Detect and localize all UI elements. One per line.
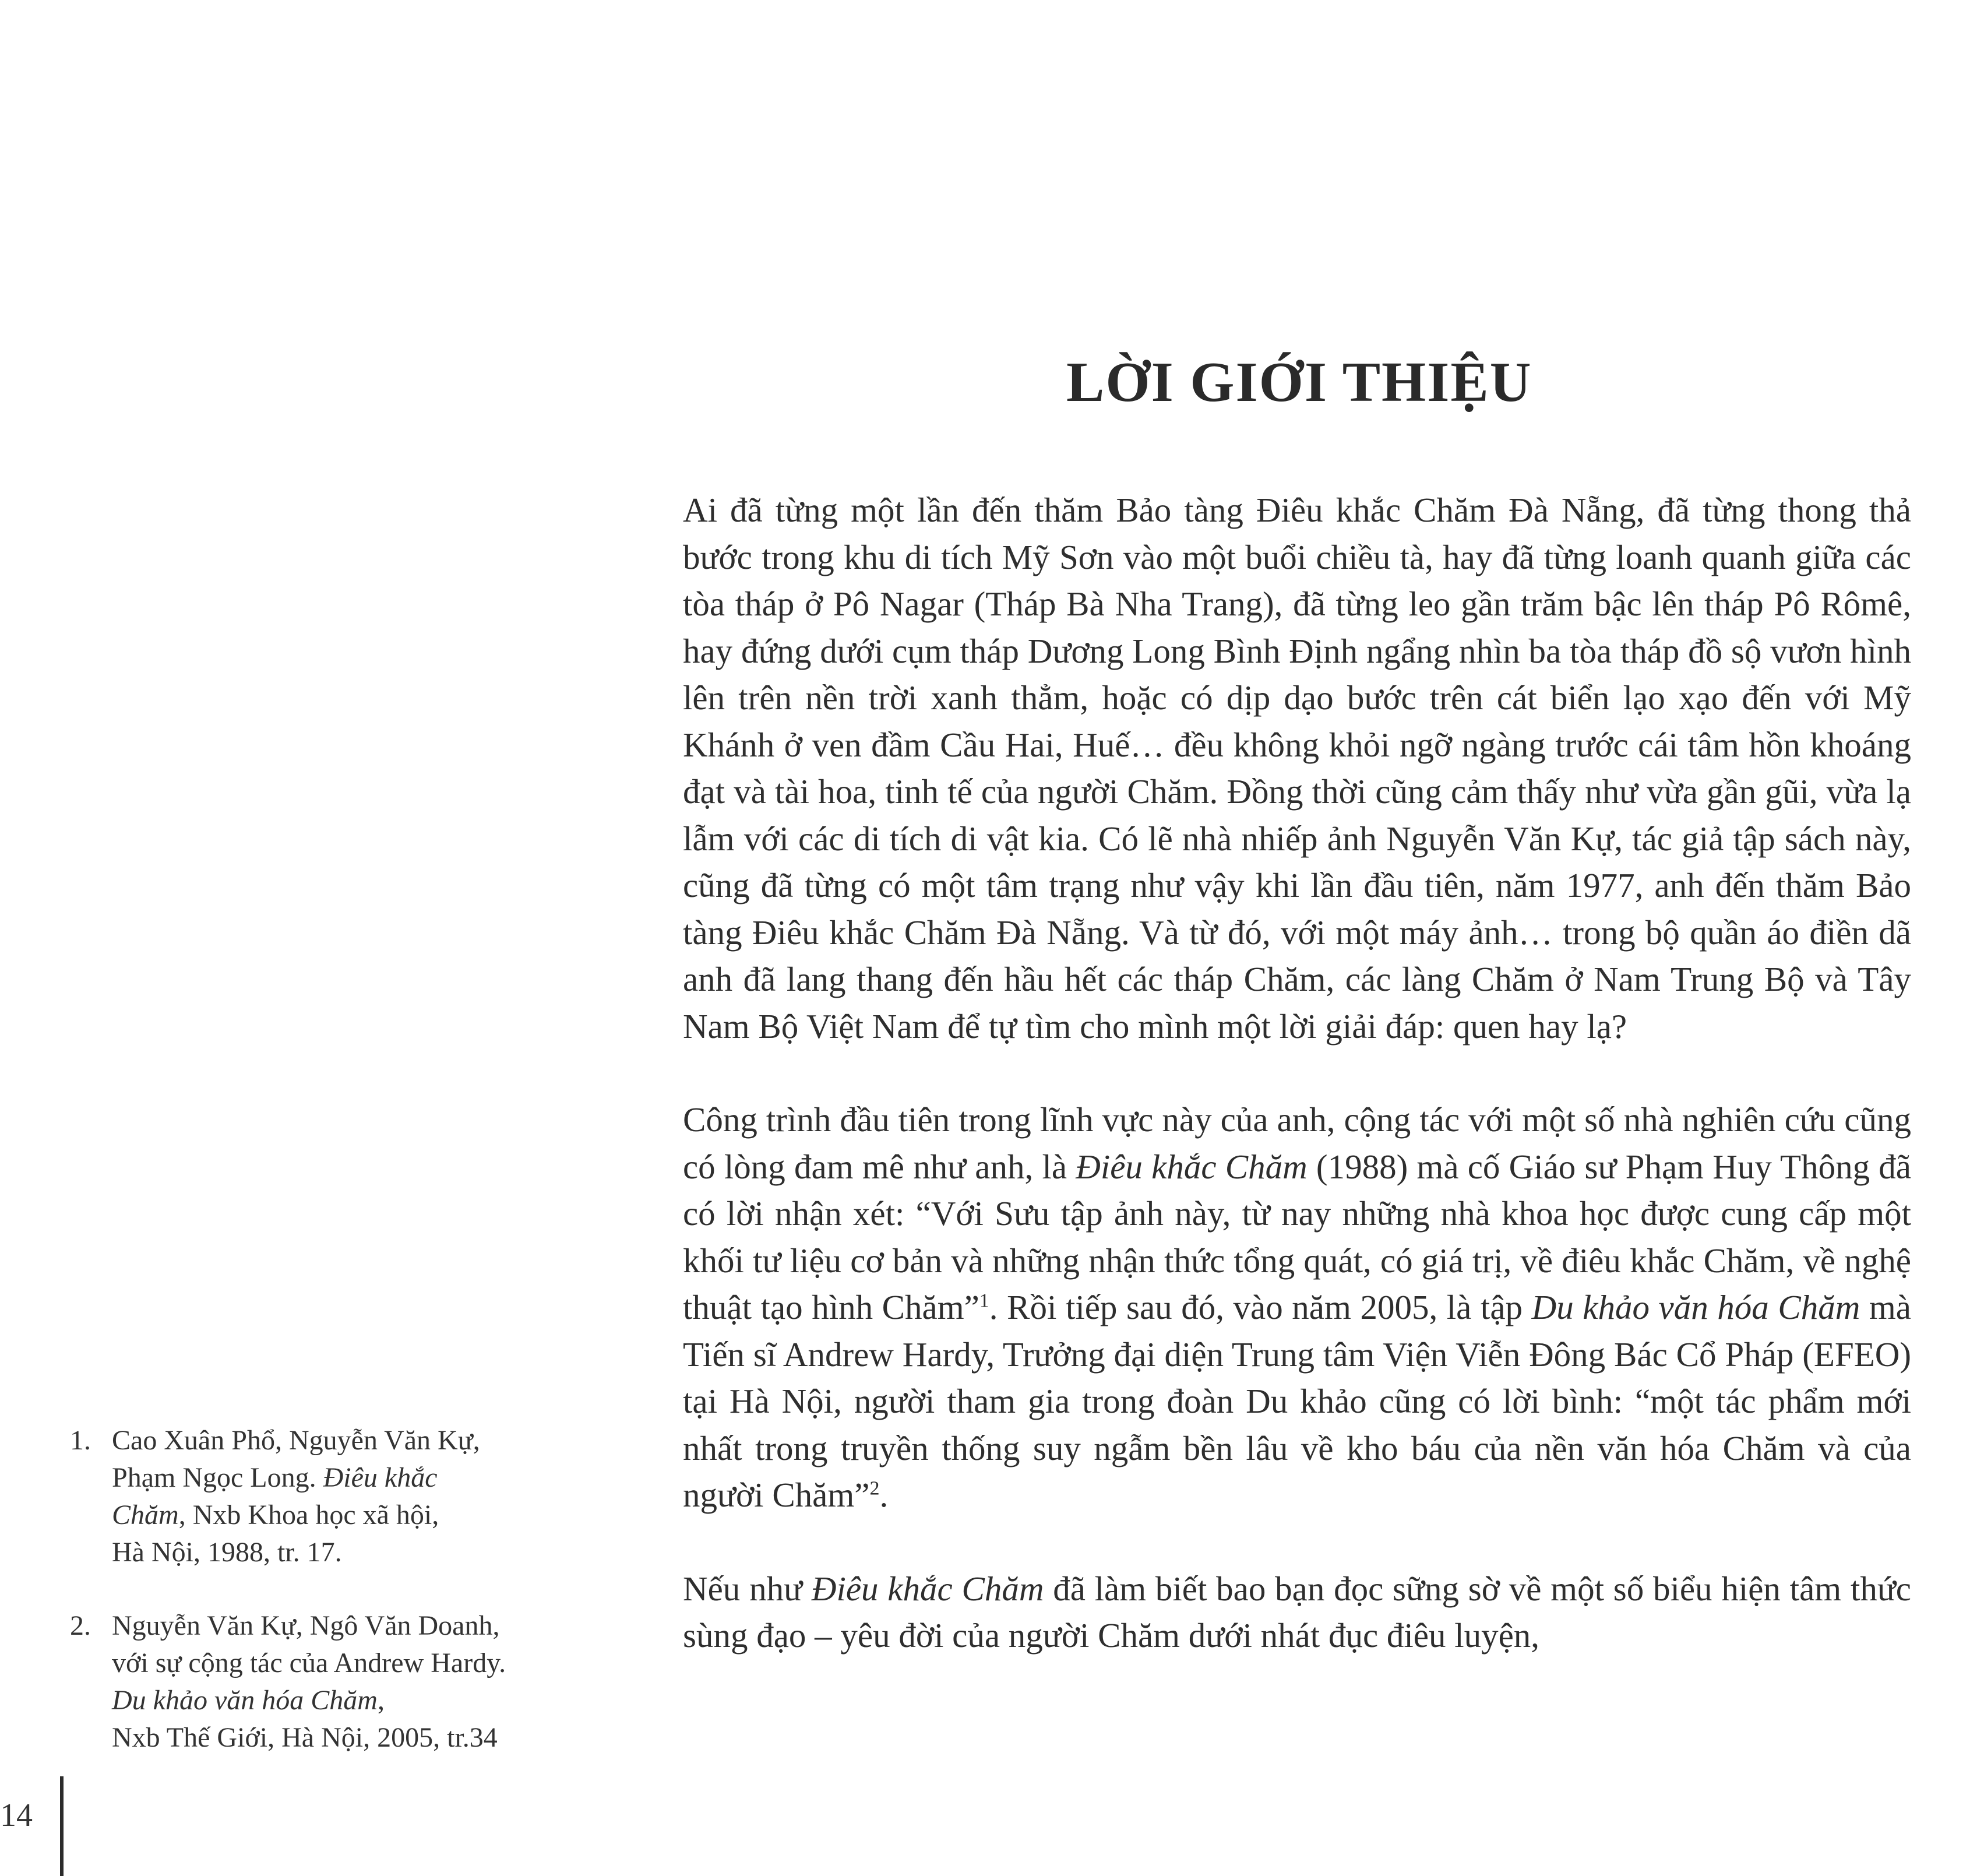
- footnote-line: [112, 1422, 594, 1459]
- text-run: (1988) mà cố Giáo sư Phạm Huy Thông đã có lời nhận xét: “Với Sưu tập ảnh này, từ nay những nhà khoa học được cung cấp một khối tư liệu cơ bản và những nhận thức tổng quát, có giá trị, về điêu khắc Chăm, về nghệ thuật tạo hình Chăm”: [683, 1147, 1911, 1326]
- footnote-text: [112, 1607, 594, 1757]
- text-run: ,: [377, 1685, 385, 1716]
- italic-title: Điêu khắc: [323, 1462, 438, 1493]
- margin-rule: [60, 1776, 64, 1876]
- italic-title: Chăm: [112, 1500, 179, 1530]
- text-run: Nguyễn Văn Kự, Ngô Văn Doanh,: [112, 1610, 500, 1641]
- footnote-number: 1.: [70, 1425, 91, 1456]
- footnote-ref: 1: [979, 1290, 989, 1312]
- text-run: Nxb Thế Giới, Hà Nội, 2005, tr.34: [112, 1722, 498, 1753]
- footnote-line: [112, 1459, 594, 1497]
- text-run: mà Tiến sĩ Andrew Hardy, Trưởng đại diện Trung tâm Viện Viễn Đông Bác Cổ Pháp (EFEO) tại Hà Nội, người tham gia trong đoàn Du khảo cũng có lời bình: “một tác phẩm mới nhất trong truyền thống suy ngẫm bền lâu về kho báu của nền văn hóa Chăm và của người Chăm”: [683, 1288, 1911, 1514]
- footnote-number: 2.: [70, 1610, 91, 1641]
- footnote: [70, 1607, 594, 1757]
- footnote-line: [112, 1534, 594, 1571]
- italic-title: Điêu khắc Chăm: [811, 1569, 1044, 1608]
- paragraph: [683, 487, 1911, 1050]
- footnote: [70, 1422, 594, 1571]
- page-title: LỜI GIỚI THIỆU: [1066, 351, 1532, 414]
- footnote-line: [112, 1497, 594, 1534]
- text-run: Công trình đầu tiên trong lĩnh vực này của anh, cộng tác với một số nhà nghiên cứu cũng có lòng đam mê như anh, là: [683, 1100, 1911, 1186]
- italic-title: Du khảo văn hóa Chăm: [1531, 1288, 1860, 1326]
- italic-title: Du khảo văn hóa Chăm: [112, 1685, 378, 1716]
- text-run: Cao Xuân Phổ, Nguyễn Văn Kự,: [112, 1425, 480, 1456]
- footnote-ref: 2: [869, 1477, 880, 1500]
- text-run: , Nxb Khoa học xã hội,: [178, 1500, 439, 1530]
- text-run: Ai đã từng một lần đến thăm Bảo tàng Điêu khắc Chăm Đà Nẵng, đã từng thong thả bước trong khu di tích Mỹ Sơn vào một buổi chiều tà, hay đã từng loanh quanh giữa các tòa tháp ở Pô Nagar (Tháp Bà Nha Trang), đã từng leo gần trăm bậc lên tháp Pô Rômê, hay đứng dưới cụm tháp Dương Long Bình Định ngẩng nhìn ba tòa tháp đồ sộ vươn hình lên trên nền trời xanh thẳm, hoặc có dịp dạo bước trên cát biển lạo xạo đến với Mỹ Khánh ở ven đầm Cầu Hai, Huế… đều không khỏi ngỡ ngàng trước cái tâm hồn khoáng đạt và tài hoa, tinh tế của người Chăm. Đồng thời cũng cảm thấy như vừa gần gũi, vừa lạ lẫm với các di tích di vật kia. Có lẽ nhà nhiếp ảnh Nguyễn Văn Kự, tác giả tập sách này, cũng đã từng có một tâm trạng như vậy khi lần đầu tiên, năm 1977, anh đến thăm Bảo tàng Điêu khắc Chăm Đà Nẵng. Và từ đó, với một máy ảnh… trong bộ quần áo điền dã anh đã lang thang đến hầu hết các tháp Chăm, các làng Chăm ở Nam Trung Bộ và Tây Nam Bộ Việt Nam để tự tìm cho mình một lời giải đáp: quen hay lạ?: [683, 491, 1911, 1046]
- body-text: [683, 487, 1911, 1659]
- text-run: .: [879, 1476, 889, 1514]
- page-number: 14: [0, 1797, 33, 1833]
- paragraph: [683, 1096, 1911, 1519]
- text-run: với sự cộng tác của Andrew Hardy.: [112, 1648, 506, 1678]
- text-run: Hà Nội, 1988, tr. 17.: [112, 1537, 342, 1568]
- footnote-line: [112, 1607, 594, 1645]
- text-run: . Rồi tiếp sau đó, vào năm 2005, là tập: [989, 1288, 1532, 1326]
- italic-title: Điêu khắc Chăm: [1076, 1147, 1308, 1186]
- footnote-line: [112, 1719, 594, 1757]
- footnotes: [70, 1422, 594, 1793]
- footnote-line: [112, 1682, 594, 1719]
- footnote-line: [112, 1645, 594, 1682]
- text-run: Nếu như: [683, 1569, 812, 1608]
- text-run: Phạm Ngọc Long.: [112, 1462, 323, 1493]
- footnote-text: [112, 1422, 594, 1571]
- text-run: đã làm biết bao bạn đọc sững sờ về một số biểu hiện tâm thức sùng đạo – yêu đời của người Chăm dưới nhát đục điêu luyện,: [683, 1569, 1911, 1655]
- paragraph: [683, 1565, 1911, 1659]
